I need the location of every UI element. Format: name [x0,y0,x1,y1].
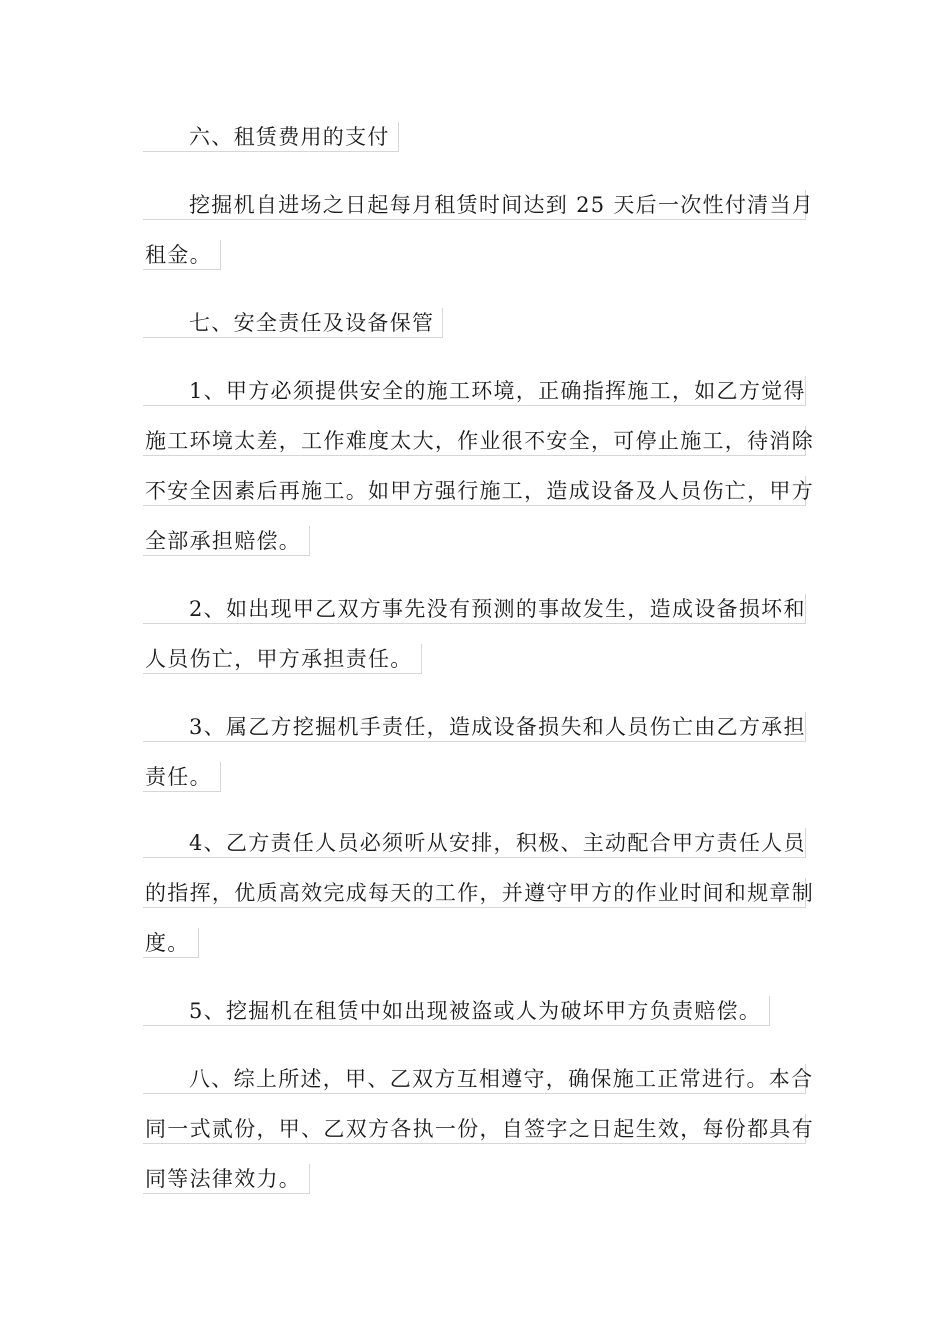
paragraph-line: 租金。 [143,240,221,270]
paragraph-line: 的指挥，优质高效完成每天的工作，并遵守甲方的作业时间和规章制 [143,878,806,908]
paragraph-line: 不安全因素后再施工。如甲方强行施工，造成设备及人员伤亡，甲方 [143,476,806,506]
paragraph-line: 八、综上所述，甲、乙双方互相遵守，确保施工正常进行。本合 [143,1064,806,1094]
paragraph-line: 3、属乙方挖掘机手责任，造成设备损失和人员伤亡由乙方承担 [143,712,806,742]
paragraph-line: 责任。 [143,762,221,792]
section-heading-safety: 七、安全责任及设备保管 [143,308,443,338]
paragraph-line: 施工环境太差，工作难度太大，作业很不安全，可停止施工，待消除 [143,426,806,456]
paragraph-line: 挖掘机自进场之日起每月租赁时间达到 25 天后一次性付清当月 [143,190,806,220]
paragraph-line: 人员伤亡，甲方承担责任。 [143,644,422,674]
paragraph-line: 2、如出现甲乙双方事先没有预测的事故发生，造成设备损坏和 [143,594,806,624]
paragraph-line: 5、挖掘机在租赁中如出现被盗或人为破坏甲方负责赔偿。 [143,996,770,1026]
paragraph-line: 4、乙方责任人员必须听从安排，积极、主动配合甲方责任人员 [143,828,806,858]
paragraph-line: 同等法律效力。 [143,1164,310,1194]
paragraph-line: 度。 [143,928,199,958]
paragraph-line: 同一式贰份，甲、乙双方各执一份，自签字之日起生效，每份都具有 [143,1114,806,1144]
section-heading-rent-payment: 六、租赁费用的支付 [143,122,399,152]
paragraph-line: 全部承担赔偿。 [143,526,310,556]
paragraph-line: 1、甲方必须提供安全的施工环境，正确指挥施工，如乙方觉得 [143,376,806,406]
